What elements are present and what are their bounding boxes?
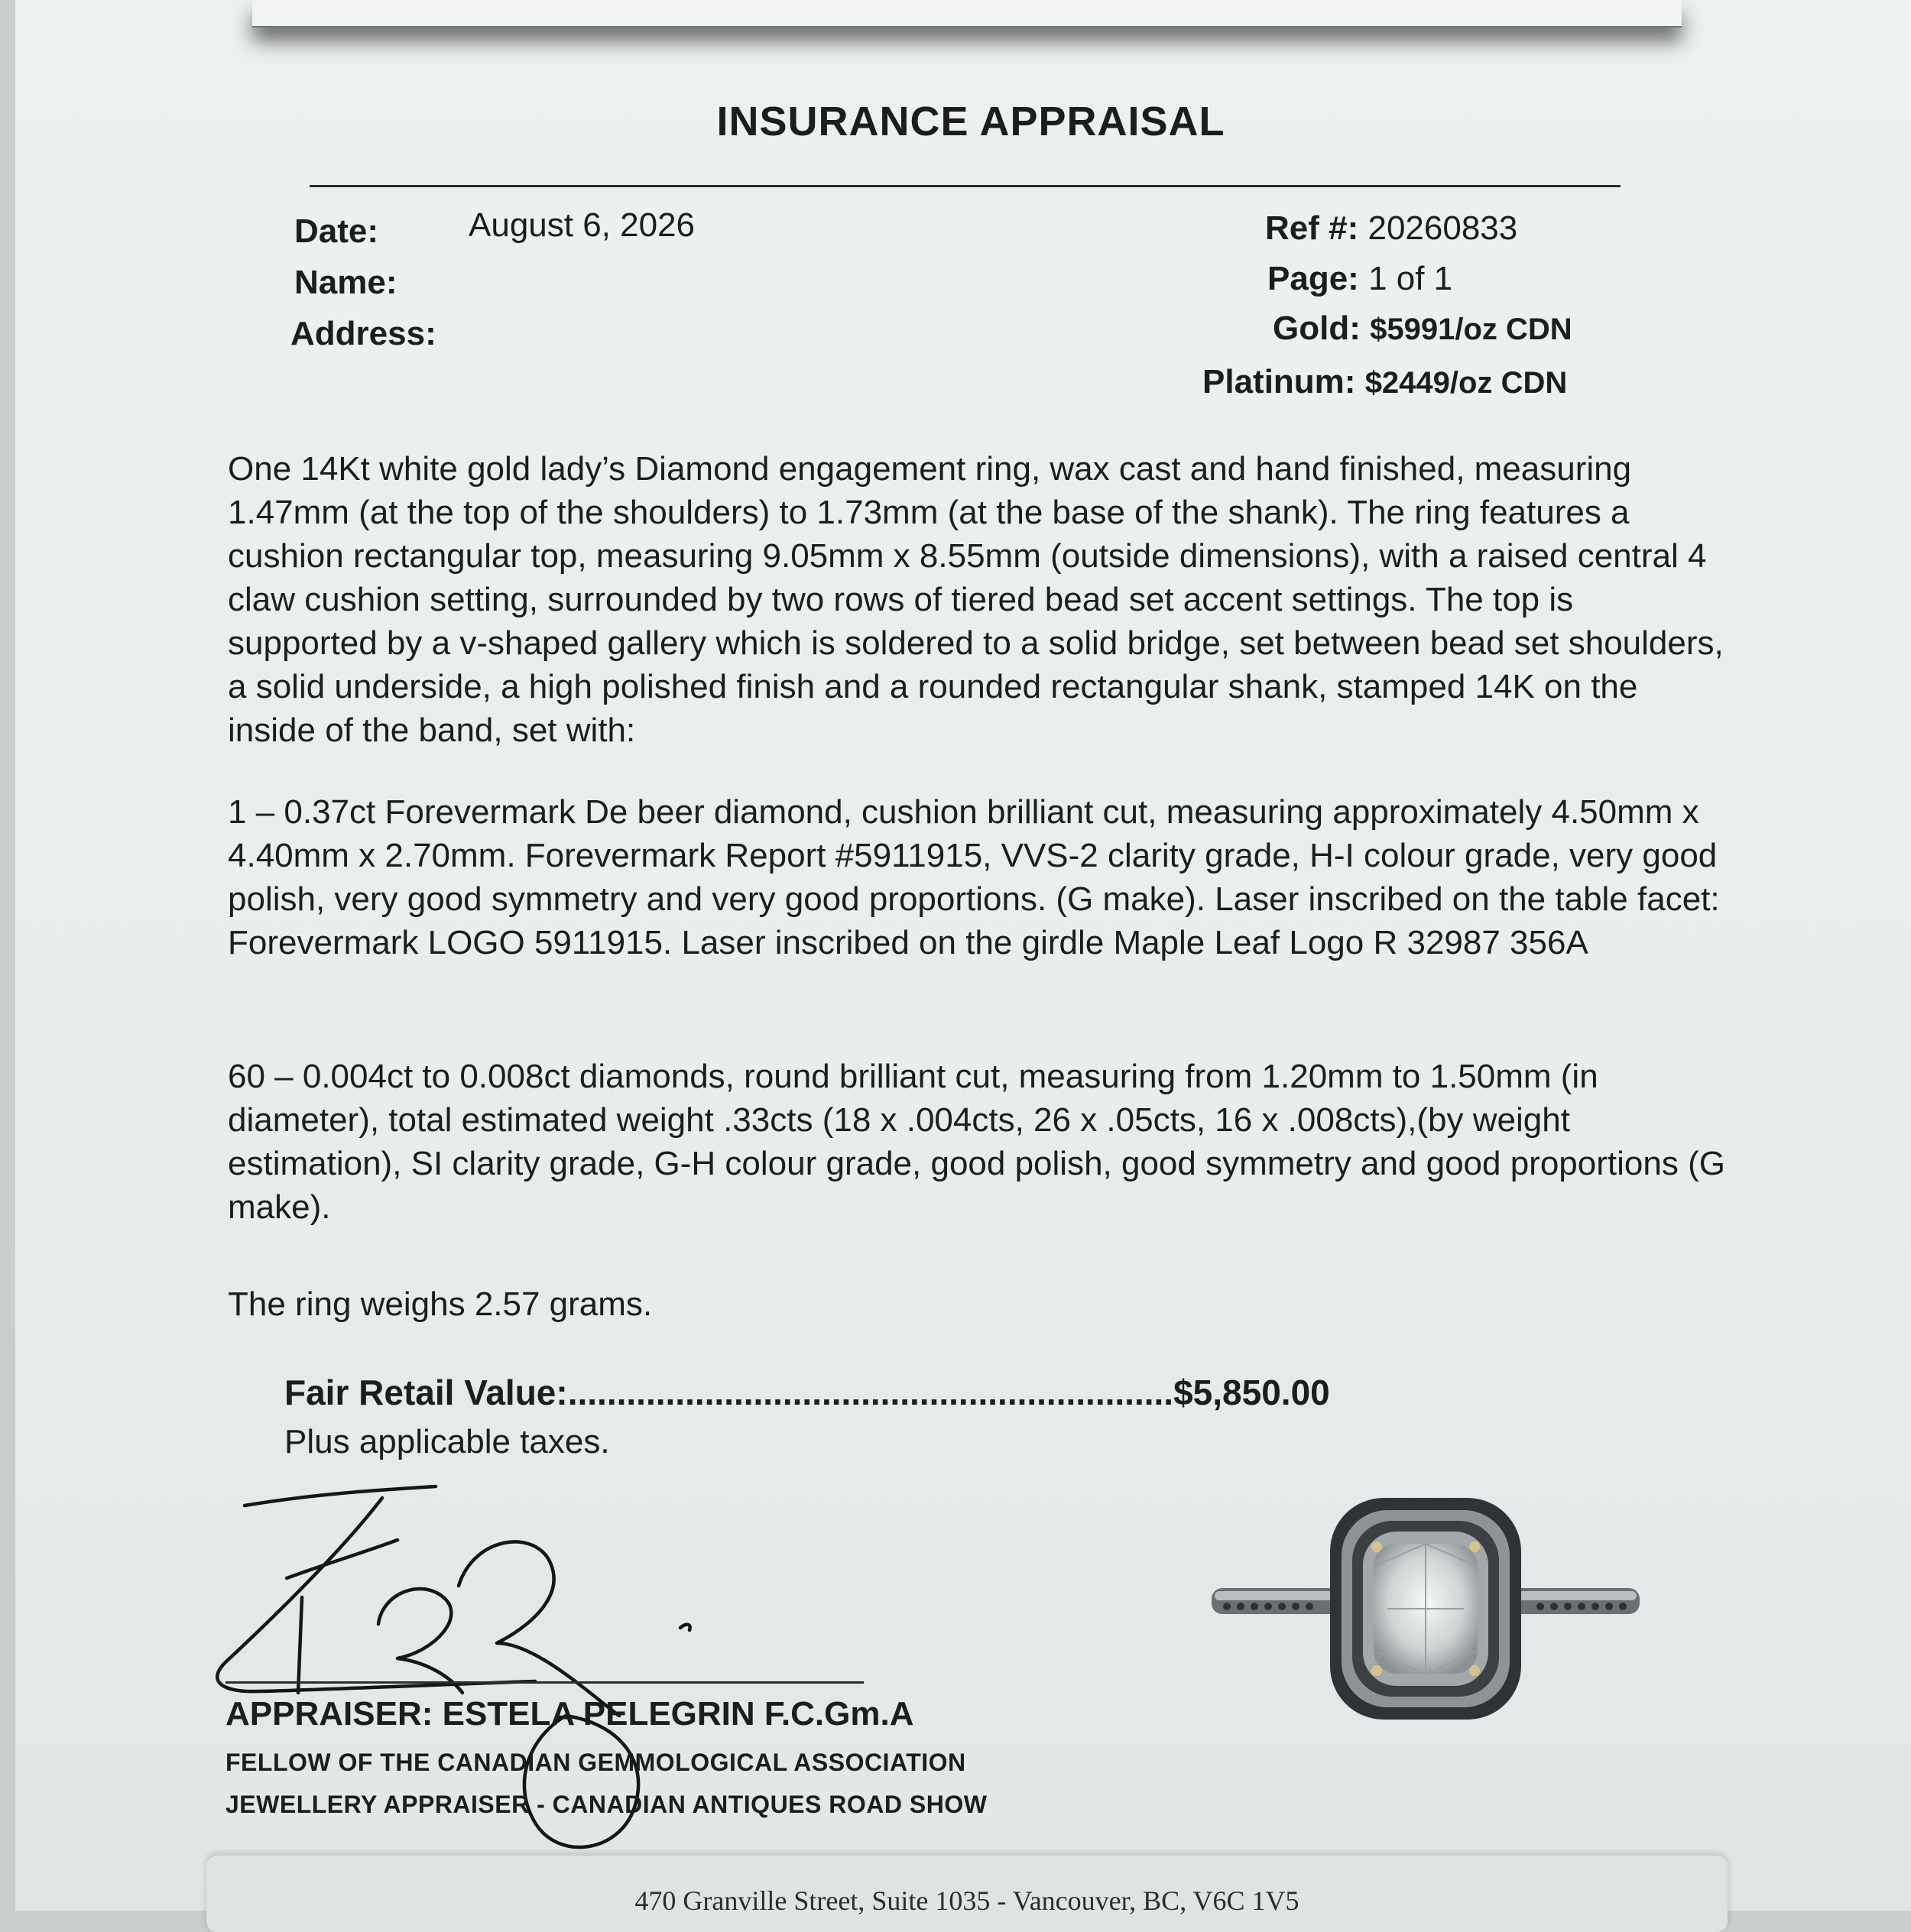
- gold-label: Gold:: [1273, 310, 1361, 347]
- appraiser-name: APPRAISER: ESTELA PELEGRIN F.C.Gm.A: [225, 1695, 914, 1733]
- paragraph-accent-diamonds: 60 – 0.004ct to 0.008ct diamonds, round brilliant cut, measuring from 1.20mm to 1.50mm (in diameter), total estimated weight .33cts (18 x .004cts, 26 x .05cts, 16 x .008cts),(by weight estimation), SI clarity grade, G-H colour grade, good polish, good symmetry and good proportions (G make).: [228, 1058, 1725, 1226]
- title-divider: [310, 185, 1621, 187]
- top-card-edge: [252, 0, 1682, 28]
- signature-line: [225, 1681, 864, 1684]
- page-row: [1267, 260, 1452, 298]
- platinum-value: $2449/oz CDN: [1364, 366, 1568, 400]
- name-label: Name:: [294, 264, 397, 301]
- document-title: INSURANCE APPRAISAL: [716, 99, 1225, 144]
- taxes-note: Plus applicable taxes.: [284, 1423, 610, 1460]
- accent-diamonds-description: [228, 1055, 1726, 1229]
- fair-retail-value-label: Fair Retail Value:: [284, 1373, 568, 1412]
- ring-photo-icon: [1204, 1483, 1647, 1735]
- date-value-text: August 6, 2026: [469, 206, 696, 244]
- address-label: Address:: [290, 315, 436, 352]
- paragraph-center-diamond: 1 – 0.37ct Forevermark De beer diamond, cushion brilliant cut, measuring approximately 4.50mm x 4.40mm x 2.70mm. Forevermark Report #5911915, VVS-2 clarity grade, H-I colour grade, very good polish, very good symmetry and very good proportions. (G make). Laser inscribed on the table facet: Forevermark LOGO 5911915. Laser inscribed on the girdle Maple Leaf Logo R 32987 356A: [228, 793, 1720, 961]
- value-leader-dots: ..............................................................: [567, 1373, 1174, 1412]
- ref-label: Ref #:: [1265, 209, 1359, 247]
- gold-value: $5991/oz CDN: [1370, 313, 1572, 346]
- ref-row: [1265, 209, 1517, 248]
- paragraph-weight: The ring weighs 2.57 grams.: [228, 1285, 653, 1323]
- platinum-row: [1202, 363, 1567, 401]
- date-label: Date:: [294, 212, 379, 250]
- fair-retail-value-amount: $5,850.00: [1173, 1373, 1330, 1412]
- date-value: [469, 206, 695, 245]
- letterhead-footer-card: [206, 1856, 1728, 1932]
- ring-weight: [228, 1282, 1726, 1326]
- ring-description: [228, 447, 1726, 752]
- page-label: Page:: [1267, 260, 1359, 297]
- appraiser-credential-road-show: JEWELLERY APPRAISER - CANADIAN ANTIQUES ROAD SHOW: [225, 1791, 988, 1818]
- gold-row: [1273, 310, 1572, 348]
- fair-retail-value-line: [284, 1372, 1330, 1413]
- date-row: [294, 212, 378, 251]
- ref-value: 20260833: [1368, 209, 1518, 247]
- paragraph-ring: One 14Kt white gold lady’s Diamond engagement ring, wax cast and hand finished, measuring 1.47mm (at the top of the shoulders) to 1.73mm (at the base of the shank). The ring features a cushion rectangular top, measuring 9.05mm x 8.55mm (outside dimensions), with a raised central 4 claw cushion setting, surrounded by two rows of tiered bead set accent settings. The top is supported by a v-shaped gallery which is soldered to a solid bridge, set between bead set shoulders, a solid underside, a high polished finish and a rounded rectangular shank, stamped 14K on the inside of the band, set with:: [228, 450, 1724, 749]
- platinum-label: Platinum:: [1202, 363, 1356, 400]
- address-row: [290, 315, 436, 353]
- footer-address: 470 Granville Street, Suite 1035 - Vancouver, BC, V6C 1V5: [634, 1885, 1299, 1916]
- center-diamond-description: [228, 790, 1726, 964]
- appraiser-credential-fellow: FELLOW OF THE CANADIAN GEMMOLOGICAL ASSOCIATION: [225, 1749, 966, 1776]
- name-row: [294, 264, 397, 302]
- page-value: 1 of 1: [1368, 260, 1453, 297]
- appraisal-page: [15, 0, 1911, 1916]
